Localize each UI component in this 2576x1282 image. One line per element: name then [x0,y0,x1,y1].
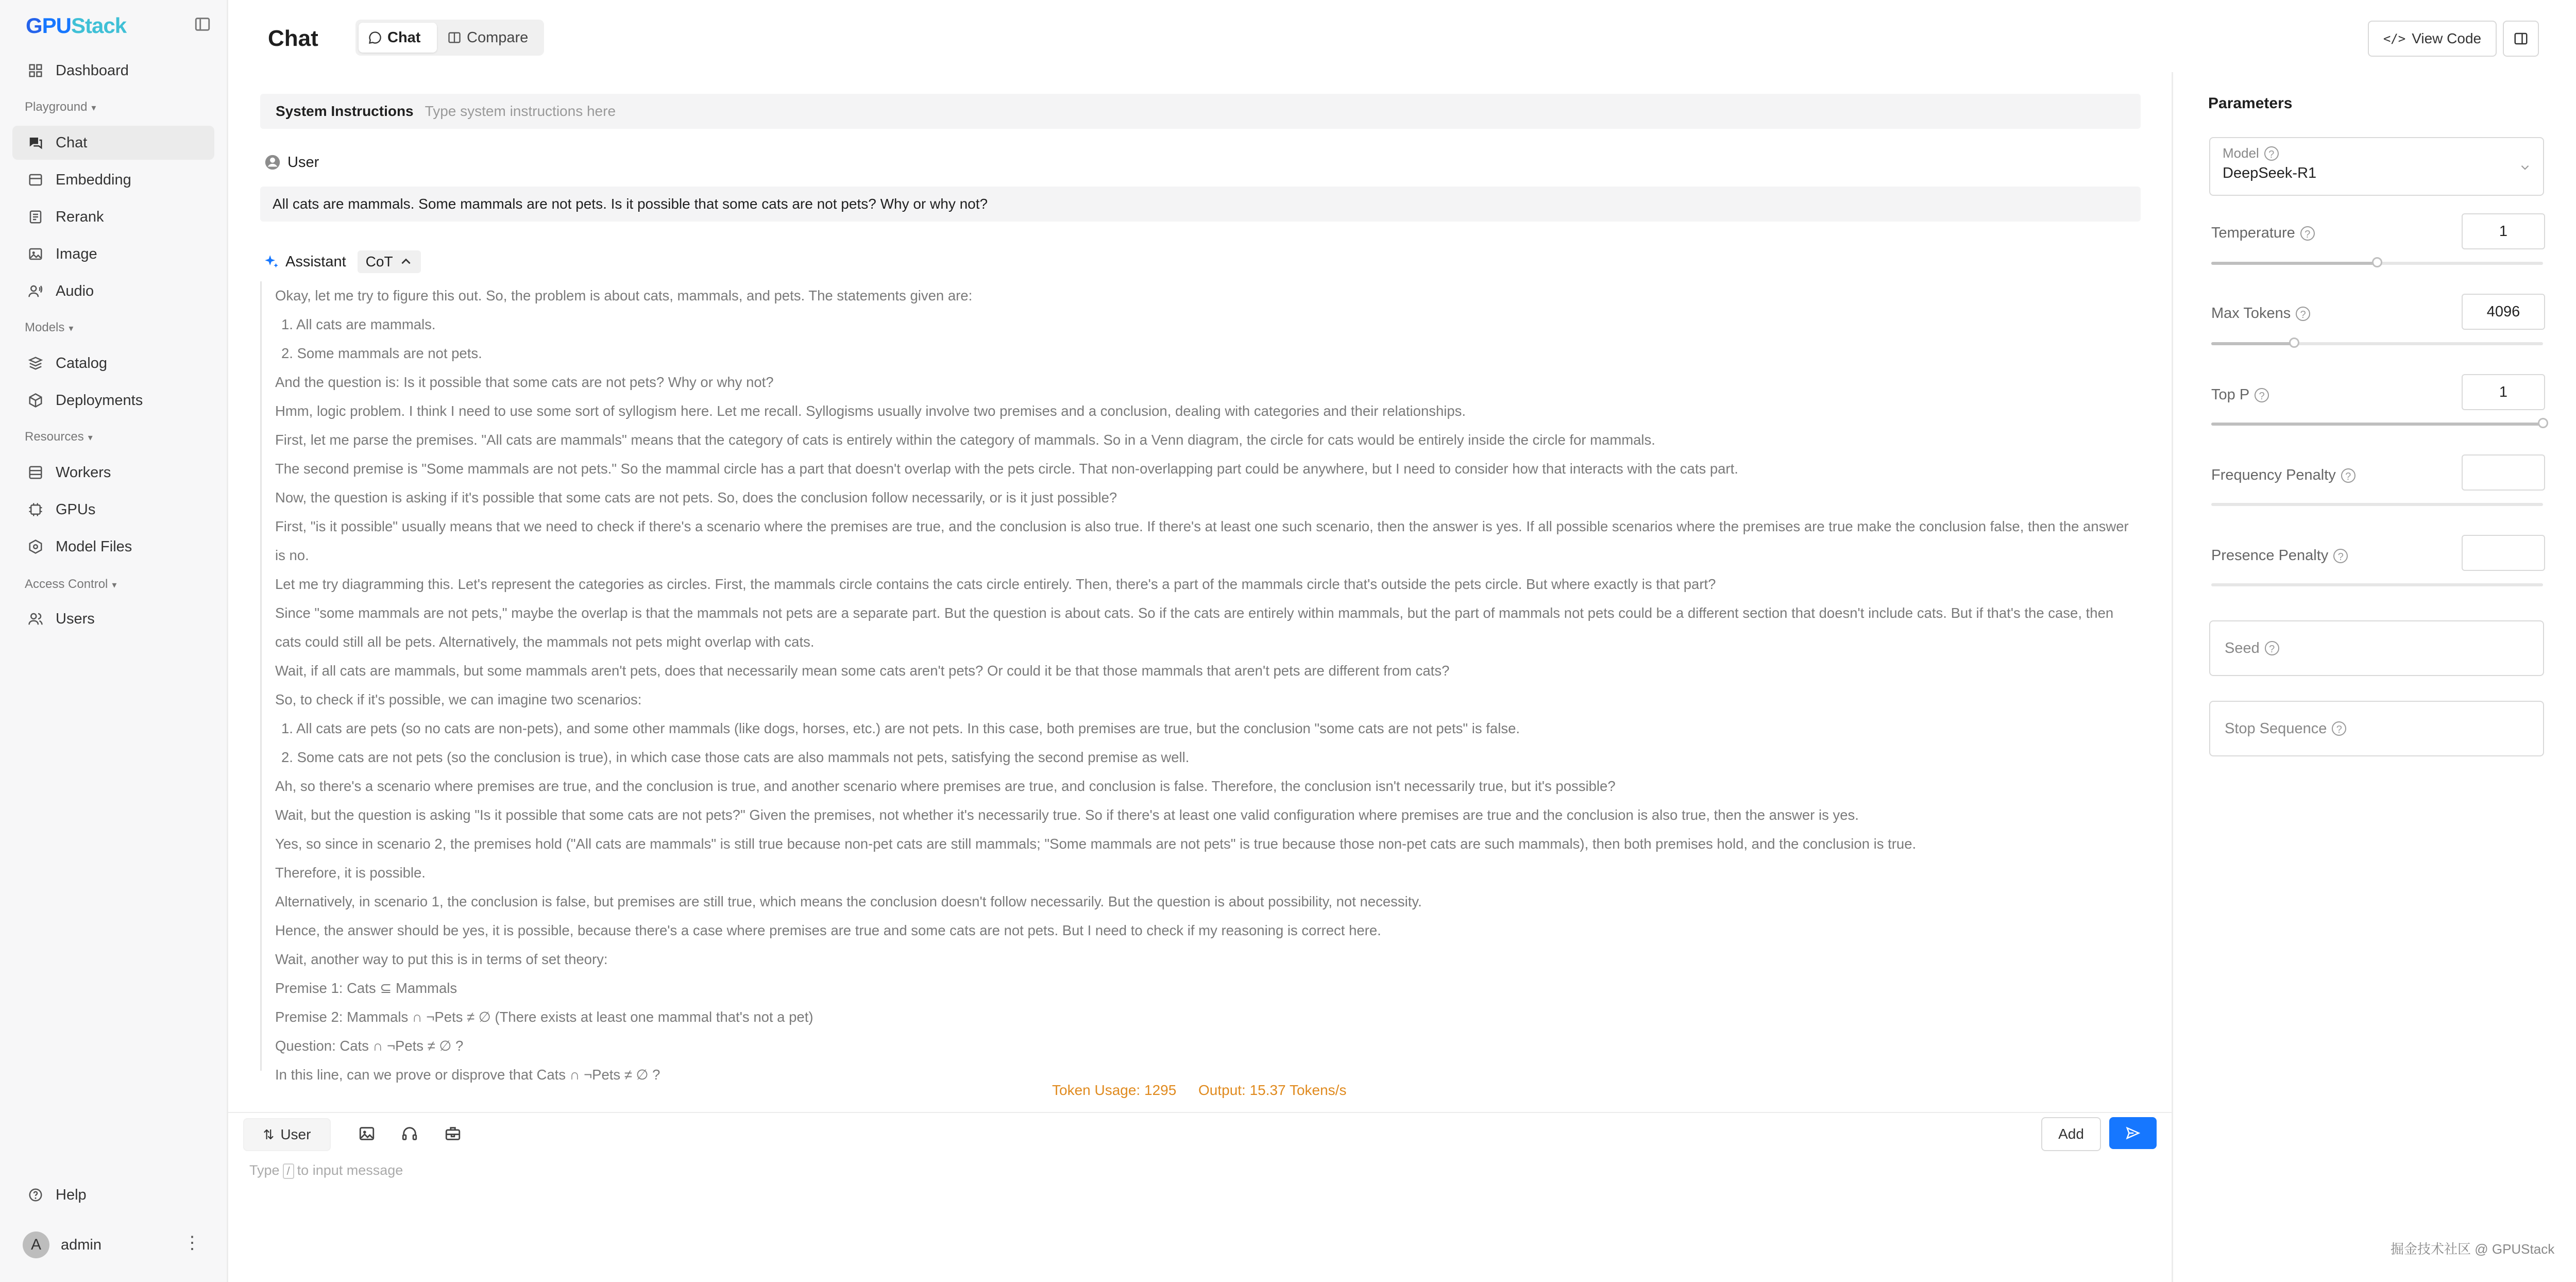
sidebar-item-label: Image [56,245,97,262]
workers-icon [28,465,43,480]
catalog-icon [28,356,43,371]
slider-handle[interactable] [2372,257,2382,267]
slider-fill [2211,262,2377,265]
top-p-input[interactable]: 1 [2462,374,2545,410]
thinking-line: Let me try diagramming this. Let's represent the categories as circles. First, the mammals circle contains the cats circle entirely. Then, there's a part of the mammals circle that's outside the pets circle. But where exactly is that part? [275,576,1716,592]
slash-key: / [283,1163,294,1179]
sidebar-item-image[interactable] [12,237,214,271]
user-avatar-icon [264,154,281,171]
max-tokens-slider[interactable] [2211,342,2543,345]
system-instructions-placeholder: Type system instructions here [425,103,616,119]
sidebar-item-label: Rerank [56,208,104,225]
sidebar-item-workers[interactable] [12,456,214,490]
thinking-line: Yes, so since in scenario 2, the premises hold ("All cats are mammals" is still true because non-pet cats are still mammals; "Some mammals are not pets" is true because those non-pet cats are such mammals), then both premises hold, and the conclusion is true. [275,836,1917,852]
max-tokens-label [2211,305,2310,322]
chat-icon [28,135,43,150]
sidebar-item-users[interactable] [12,602,214,636]
help-icon: ? [2333,549,2348,563]
users-icon [28,611,43,627]
sidebar-item-embedding[interactable] [12,163,214,197]
upload-image-icon[interactable] [358,1125,376,1142]
thinking-line: Okay, let me try to figure this out. So, the problem is about cats, mammals, and pets. The statements given are: [275,288,973,303]
toggle-params-button[interactable] [2503,21,2539,57]
frequency-penalty-slider[interactable] [2211,503,2543,506]
help-icon: ? [2296,307,2310,321]
caret-down-icon: ▾ [69,323,74,333]
top-p-label [2211,386,2269,403]
thinking-line: 1. All cats are mammals. [281,316,436,332]
frequency-penalty-input[interactable] [2462,454,2545,491]
user-role-label: User [287,154,319,171]
slider-fill [2211,423,2543,426]
role-switch-label: User [280,1126,311,1142]
help-icon: ? [2300,226,2315,241]
group-label: Models [25,320,65,334]
sidebar-item-label: Users [56,610,95,627]
user-message-text: All cats are mammals. Some mammals are not pets. Is it possible that some cats are not pets? Why or why not? [273,196,988,212]
collapse-sidebar-icon[interactable] [194,15,211,33]
sidebar-item-label: Embedding [56,171,131,188]
thinking-line: Wait, another way to put this is in terms of set theory: [275,951,608,967]
thinking-line: In this line, can we prove or disprove that Cats ∩ ¬Pets ≠ ∅ ? [275,1067,660,1083]
help-icon [28,1187,43,1203]
sidebar-item-label: Catalog [56,355,107,372]
message-input[interactable] [249,1162,403,1179]
embedding-icon [28,172,43,188]
tab-compare[interactable] [438,23,541,53]
output-speed: Output: 15.37 Tokens/s [1198,1082,1347,1098]
group-access-control[interactable] [25,577,116,592]
sidebar-item-gpus[interactable] [12,493,214,527]
send-button[interactable] [2109,1117,2157,1149]
composer-divider [228,1112,2173,1113]
swap-icon: ⇅ [263,1126,275,1142]
seed-input[interactable] [2209,620,2544,676]
thinking-line: Hmm, logic problem. I think I need to use some sort of syllogism here. Let me recall. Syllogisms usually involve two premises and a conclusion, dealing with categories and their relationships. [275,403,1466,419]
thinking-line: Therefore, it is possible. [275,865,426,881]
thinking-line: Wait, if all cats are mammals, but some mammals aren't pets, does that necessarily mean some cats aren't pets? Or could it be that those mammals that aren't pets are different from cats? [275,663,1450,679]
presence-penalty-label-text: Presence Penalty [2211,547,2329,564]
thinking-line: So, to check if it's possible, we can imagine two scenarios: [275,691,642,707]
user-message[interactable] [260,187,2141,222]
presence-penalty-input[interactable] [2462,535,2545,571]
temperature-input[interactable]: 1 [2462,213,2545,249]
compare-icon [447,30,462,45]
parameters-panel [2172,72,2576,1282]
thinking-line: Wait, but the question is asking "Is it possible that some cats are not pets?" Given the premises, not whether it's necessarily true. So if there's at least one valid configuration where premises are true and the conclusion is also true, then the answer is yes. [275,807,1859,823]
top-p-slider[interactable] [2211,423,2543,426]
help-icon: ? [2265,641,2279,655]
cot-label: CoT [365,254,393,269]
seed-label: Seed [2225,639,2260,656]
caret-down-icon: ▾ [91,103,96,113]
sidebar [0,0,228,1282]
sidebar-item-rerank[interactable] [12,200,214,234]
sidebar-item-label: Help [56,1186,87,1203]
help-icon: ? [2255,388,2269,402]
sidebar-item-label: Dashboard [56,62,129,79]
stop-sequence-label: Stop Sequence [2225,720,2327,737]
model-files-icon [28,539,43,554]
sidebar-item-dashboard[interactable] [12,54,214,88]
model-value: DeepSeek-R1 [2223,165,2317,181]
thinking-line: 2. Some cats are not pets (so the conclusion is true), in which case those cats are also mammals not pets, satisfying the second premise as well. [281,749,1190,765]
sparkle-icon [263,253,280,271]
thinking-line: Question: Cats ∩ ¬Pets ≠ ∅ ? [275,1038,464,1054]
stop-sequence-input[interactable] [2209,701,2544,756]
max-tokens-input[interactable]: 4096 [2462,294,2545,330]
thinking-line: 2. Some mammals are not pets. [281,345,482,361]
deployments-icon [28,393,43,408]
watermark: 掘金技术社区 @ GPUStack [2391,1241,2555,1257]
group-label: Access Control [25,577,108,591]
caret-down-icon: ▾ [112,580,117,590]
thinking-line: Now, the question is asking if it's possible that some cats are not pets. So, does the conclusion follow necessarily, or is it just possible? [275,490,1117,505]
parameters-title: Parameters [2208,95,2293,112]
chevron-up-icon [399,255,413,268]
tab-chat[interactable] [359,23,437,53]
sidebar-item-label: Workers [56,464,111,481]
thinking-line: First, "is it possible" usually means that we need to check if there's a scenario where the premises are true, and the conclusion is also true. If there's at least one such scenario, then the answer is yes. If all possible scenarios where the premises are true make the conclusion false, then the answer is no. [275,518,2129,563]
model-select[interactable] [2209,137,2544,196]
frequency-penalty-label-text: Frequency Penalty [2211,467,2336,483]
token-usage: Token Usage: 1295 [1052,1082,1177,1098]
sidebar-item-label: GPUs [56,501,96,518]
slider-fill [2211,342,2294,345]
help-icon: ? [2332,721,2346,736]
cot-thinking-content [260,281,2142,1083]
rerank-icon [28,209,43,225]
max-tokens-label-text: Max Tokens [2211,305,2291,322]
assistant-role-label: Assistant [285,253,346,270]
username: admin [61,1237,101,1253]
chevron-down-icon [2518,161,2532,174]
thinking-line: The second premise is "Some mammals are not pets." So the mammal circle has a part that doesn't overlap with the pets circle. That non-overlapping part could be anywhere, but I need to consider how that interacts with the cats part. [275,461,1738,477]
group-resources[interactable] [25,430,93,444]
code-icon: </> [2383,31,2406,46]
presence-penalty-label [2211,547,2348,564]
temperature-slider[interactable] [2211,262,2543,265]
model-label-text: Model [2223,145,2259,161]
role-switch-button[interactable] [243,1118,331,1151]
thinking-line: 1. All cats are pets (so no cats are non-pets), and some other mammals (like dogs, horses, etc.) are not pets. In this case, both premises are true, but the conclusion "some cats are not pets" is false. [281,720,1520,736]
slider-handle[interactable] [2289,338,2299,348]
avatar[interactable]: A [23,1232,49,1258]
sidebar-item-catalog[interactable] [12,346,214,380]
input-placeholder-suffix: to input message [297,1162,403,1178]
logo-letters-stack: Stack [71,13,127,38]
page-title: Chat [268,26,318,51]
mode-tabs [355,20,544,56]
add-message-button[interactable] [2041,1117,2101,1151]
sidebar-item-label: Model Files [56,538,132,555]
gpustack-logo[interactable] [26,13,126,38]
thinking-line: First, let me parse the premises. "All cats are mammals" means that the category of cats is entirely within the category of mammals. So in a Venn diagram, the circle for cats would be entirely inside the circle for mammals. [275,432,1655,448]
sidebar-item-help[interactable] [12,1178,214,1212]
sidebar-item-label: Deployments [56,392,143,409]
frequency-penalty-label [2211,467,2355,484]
thinking-line: Since "some mammals are not pets," maybe the overlap is that the mammals not pets are a separate part. But the question is about cats. So if the cats are entirely within mammals, but the part of mammals not pets could be a different section that doesn't include cats. But if that's the case, then cats could still all be pets. Alternatively, the mammals not pets might overlap with cats. [275,605,2114,650]
cot-toggle[interactable] [358,250,421,273]
image-icon [28,246,43,262]
caret-down-icon: ▾ [88,432,93,443]
user-role[interactable] [264,154,319,171]
add-label: Add [2058,1126,2084,1142]
thinking-line: Ah, so there's a scenario where premises are true, and the conclusion is true, and another scenario where premises are true, and conclusion is false. Therefore, the conclusion isn't necessarily true, but it's possible? [275,778,1616,794]
group-label: Resources [25,430,84,444]
view-code-label: View Code [2412,30,2482,46]
sidebar-item-label: Audio [56,282,94,299]
thinking-line: Alternatively, in scenario 1, the conclusion is false, but premises are still true, which means the conclusion doesn't follow necessarily. But the question is about possibility, not necessity. [275,893,1422,909]
sidebar-item-deployments[interactable] [12,383,214,417]
user-menu-icon[interactable]: ⋮ [183,1233,201,1253]
thinking-line: Premise 2: Mammals ∩ ¬Pets ≠ ∅ (There exists at least one mammal that's not a pet) [275,1009,814,1025]
tab-label: Compare [467,29,529,46]
thinking-line: Premise 1: Cats ⊆ Mammals [275,980,457,996]
dashboard-icon [28,63,43,78]
tab-label: Chat [387,29,421,46]
headphones-icon[interactable] [401,1125,418,1142]
temperature-label-text: Temperature [2211,225,2295,241]
system-instructions-label: System Instructions [276,103,414,119]
view-code-button[interactable] [2368,21,2497,57]
logo-letters-pu: PU [42,13,72,38]
sidebar-item-audio[interactable] [12,274,214,308]
gpu-icon [28,502,43,517]
panel-right-icon [2513,31,2529,46]
group-models[interactable] [25,320,73,335]
system-instructions-field[interactable] [260,94,2141,129]
thinking-line: And the question is: Is it possible that some cats are not pets? Why or why not? [275,374,774,390]
input-placeholder-prefix: Type [249,1162,280,1178]
audio-icon [28,283,43,299]
thinking-line: Hence, the answer should be yes, it is possible, because there's a case where premises are true and some cats are not pets. But I need to check if my reasoning is correct here. [275,922,1381,938]
logo-letter-g: G [26,13,42,38]
chat-bubble-icon [368,30,382,45]
send-icon [2125,1125,2141,1141]
sidebar-item-model-files[interactable] [12,530,214,564]
assistant-role[interactable] [263,250,421,273]
tool-icon[interactable] [444,1125,462,1142]
sidebar-item-label: Chat [56,134,88,151]
temperature-label [2211,225,2315,242]
top-p-label-text: Top P [2211,386,2250,403]
presence-penalty-slider[interactable] [2211,583,2543,586]
model-label [2223,145,2279,161]
sidebar-item-chat[interactable] [12,126,214,160]
group-label: Playground [25,100,88,114]
help-icon: ? [2264,146,2279,161]
group-playground[interactable] [25,100,96,114]
slider-handle[interactable] [2538,418,2548,428]
help-icon: ? [2341,468,2355,483]
